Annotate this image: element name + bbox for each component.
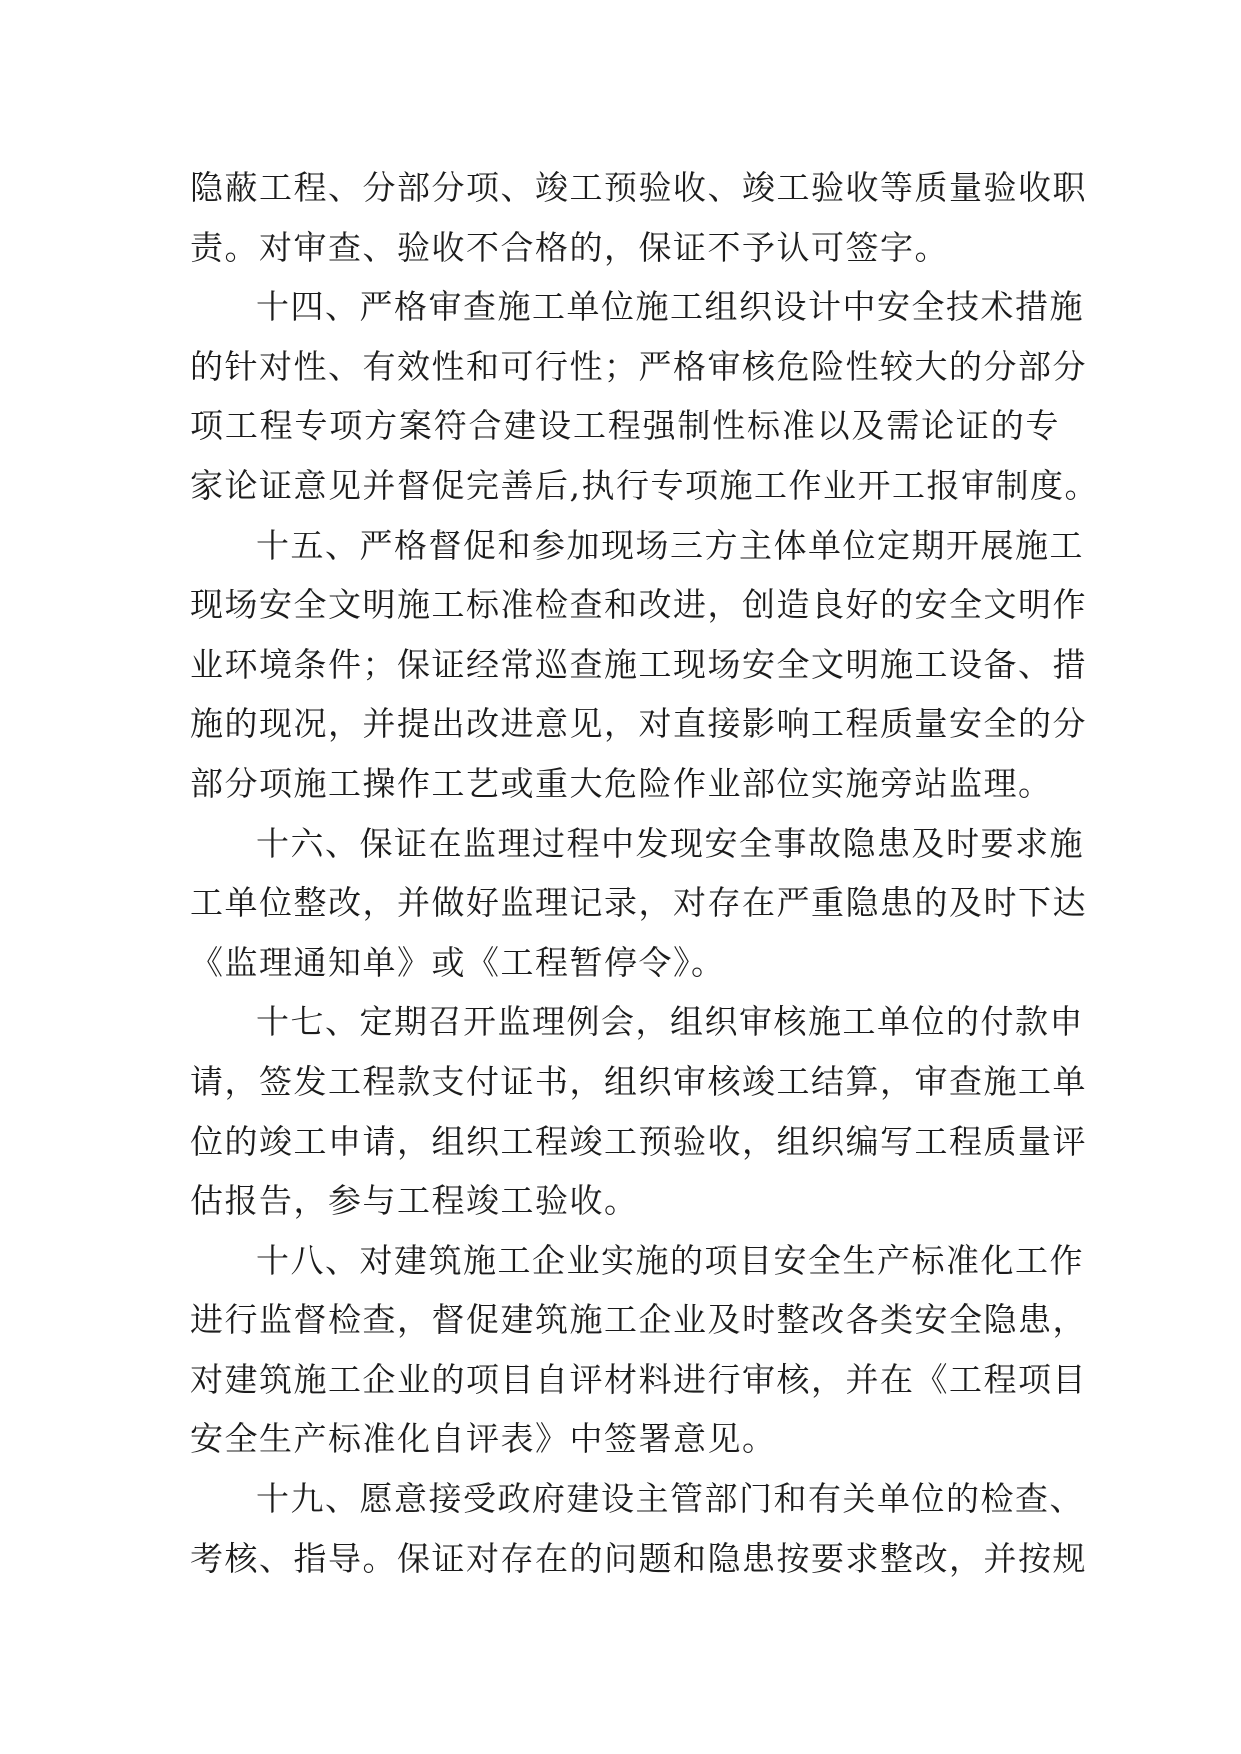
paragraph-1 xyxy=(190,158,1087,277)
paragraph-16 xyxy=(190,814,1087,993)
text-line: 工单位整改，并做好监理记录，对存在严重隐患的及时下达 xyxy=(190,883,1087,923)
text-line: 施的现况，并提出改进意见，对直接影响工程质量安全的分 xyxy=(190,704,1087,744)
text-line: 部分项施工操作工艺或重大危险作业部位实施旁站监理。 xyxy=(190,763,1053,803)
text-line: 《监理通知单》或《工程暂停令》。 xyxy=(190,942,726,982)
text-line: 位的竣工申请，组织工程竣工预验收，组织编写工程质量评 xyxy=(190,1121,1087,1161)
text-line: 对建筑施工企业的项目自评材料进行审核，并在《工程项目 xyxy=(190,1359,1087,1399)
text-line: 责。对审查、验收不合格的，保证不予认可签字。 xyxy=(190,227,949,267)
text-line: 项工程专项方案符合建设工程强制性标准以及需论证的专 xyxy=(190,406,1060,446)
text-line: 业环境条件；保证经常巡查施工现场安全文明施工设备、措 xyxy=(190,644,1087,684)
text-line: 的针对性、有效性和可行性；严格审核危险性较大的分部分 xyxy=(190,346,1087,386)
text-line: 十七、定期召开监理例会，组织审核施工单位的付款申 xyxy=(256,1002,1084,1042)
text-line: 隐蔽工程、分部分项、竣工预验收、竣工验收等质量验收职 xyxy=(190,168,1087,207)
text-line: 进行监督检查，督促建筑施工企业及时整改各类安全隐患， xyxy=(190,1300,1087,1340)
text-line: 现场安全文明施工标准检查和改进，创造良好的安全文明作 xyxy=(190,585,1087,625)
text-line: 考核、指导。保证对存在的问题和隐患按要求整改，并按规 xyxy=(190,1538,1087,1578)
document-body xyxy=(190,158,1099,1588)
text-line: 十五、严格督促和参加现场三方主体单位定期开展施工 xyxy=(256,525,1084,565)
text-line: 十八、对建筑施工企业实施的项目安全生产标准化工作 xyxy=(256,1240,1084,1280)
text-line: 请，签发工程款支付证书，组织审核竣工结算，审查施工单 xyxy=(190,1061,1087,1101)
text-line: 家论证意见并督促完善后,执行专项施工作业开工报审制度。 xyxy=(190,465,1099,505)
paragraph-14 xyxy=(190,277,1099,515)
paragraph-17 xyxy=(190,992,1087,1230)
paragraph-19 xyxy=(190,1469,1087,1588)
text-line: 十九、愿意接受政府建设主管部门和有关单位的检查、 xyxy=(256,1479,1084,1519)
paragraph-18 xyxy=(190,1231,1087,1469)
text-line: 估报告，参与工程竣工验收。 xyxy=(190,1181,639,1221)
text-line: 十四、严格审查施工单位施工组织设计中安全技术措施 xyxy=(256,287,1084,327)
paragraph-15 xyxy=(190,516,1087,814)
text-line: 十六、保证在监理过程中发现安全事故隐患及时要求施 xyxy=(256,823,1084,863)
text-line: 安全生产标准化自评表》中签署意见。 xyxy=(190,1419,777,1459)
